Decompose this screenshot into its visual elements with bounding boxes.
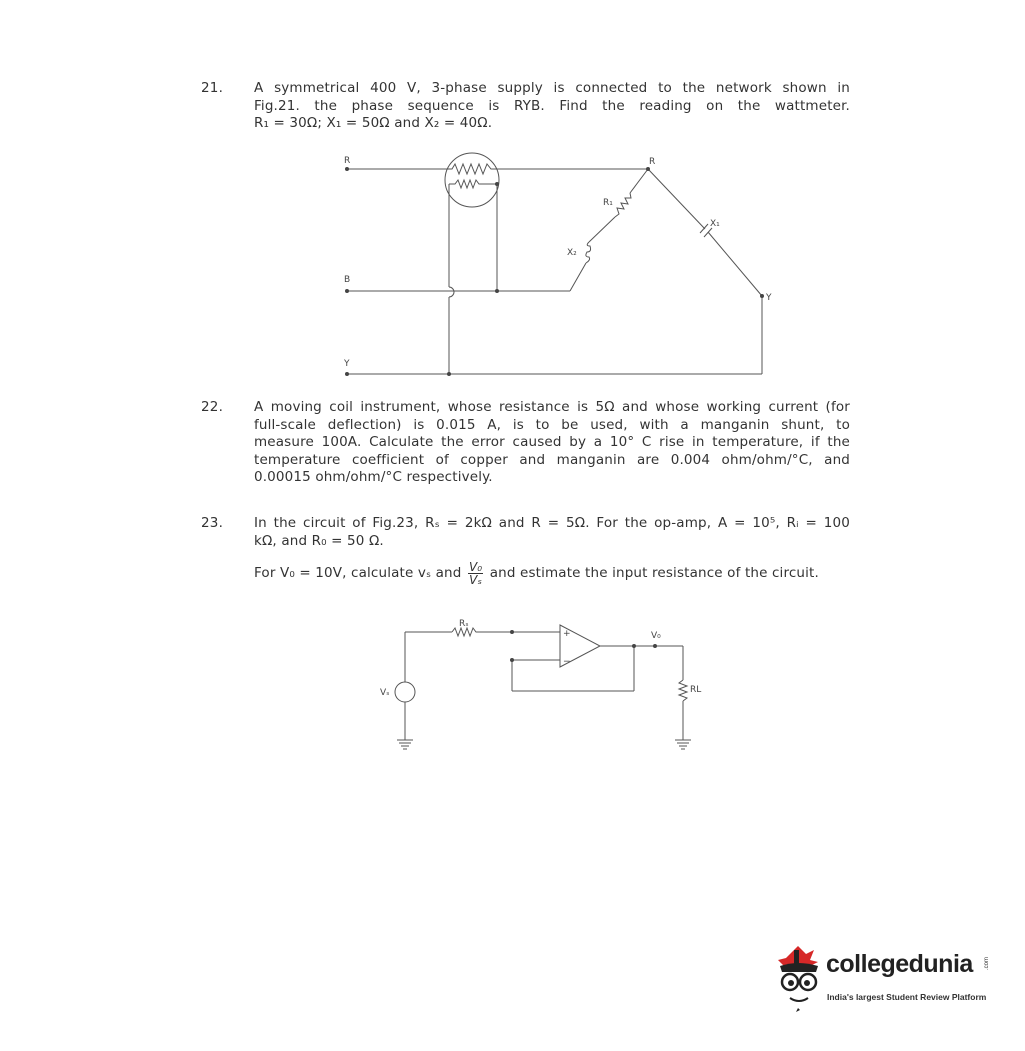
label-x2: X₂ (567, 248, 577, 258)
fraction-denominator: Vₛ (469, 572, 483, 587)
question-23-line-2: kΩ, and R₀ = 50 Ω. (254, 532, 384, 549)
label-rl: RL (690, 685, 702, 695)
mascot-icon (770, 944, 830, 1014)
question-21-line-1: A symmetrical 400 V, 3-phase supply is connected to the network shown in (254, 80, 850, 96)
label-r1: R₁ (603, 198, 613, 208)
question-22-text (254, 399, 850, 487)
label-y-left: Y (344, 359, 350, 369)
fraction-numerator: V₀ (468, 559, 483, 574)
question-22-line-4: temperature coefficient of copper and manganin are 0.004 ohm/ohm/°C, and (254, 451, 850, 468)
fraction-vo-over-vs (468, 561, 483, 586)
question-23-number: 23. (201, 515, 224, 531)
question-23-line-3-post: and estimate the input resistance of the circuit. (489, 565, 819, 581)
label-vo: V₀ (651, 631, 661, 641)
collegedunia-logo (770, 944, 995, 1014)
question-23-line-3-pre: For V₀ = 10V, calculate vₛ and (254, 565, 462, 581)
logo-tagline: India's largest Student Review Platform (827, 992, 987, 1002)
question-21-line-3: R₁ = 30Ω; X₁ = 50Ω and X₂ = 40Ω. (254, 115, 493, 131)
label-r-top: R (649, 157, 656, 167)
question-22-line-2: full-scale deflection) is 0.015 A, is to be used, with a manganin shunt, to (254, 416, 850, 433)
label-r-left: R (344, 156, 351, 166)
question-22-line-3: measure 100A. Calculate the error caused by a 10° C rise in temperature, if the (254, 434, 850, 450)
label-rs: Rₛ (459, 619, 469, 629)
question-21-text (254, 80, 850, 133)
question-22-line-1: A moving coil instrument, whose resistance is 5Ω and whose working current (for (254, 399, 850, 415)
opamp-minus: − (563, 657, 571, 667)
question-23-line-3 (254, 558, 850, 588)
question-21-number: 21. (201, 80, 224, 96)
label-vs: Vₛ (380, 688, 390, 698)
label-b-left: B (344, 275, 351, 285)
logo-com: .com (984, 957, 990, 971)
label-y-right: Y (766, 293, 772, 303)
opamp-plus: + (563, 629, 571, 639)
question-23-text (254, 515, 850, 550)
logo-wordmark: collegedunia (826, 950, 973, 978)
question-23-line-1: In the circuit of Fig.23, Rₛ = 2kΩ and R = 5Ω. For the op-amp, A = 10⁵, Rᵢ = 100 (254, 515, 850, 531)
question-22-line-5: 0.00015 ohm/ohm/°C respectively. (254, 469, 493, 485)
label-x1: X₁ (710, 219, 720, 229)
question-21-line-2: Fig.21. the phase sequence is RYB. Find the reading on the wattmeter. (254, 97, 850, 114)
question-22-number: 22. (201, 399, 224, 415)
